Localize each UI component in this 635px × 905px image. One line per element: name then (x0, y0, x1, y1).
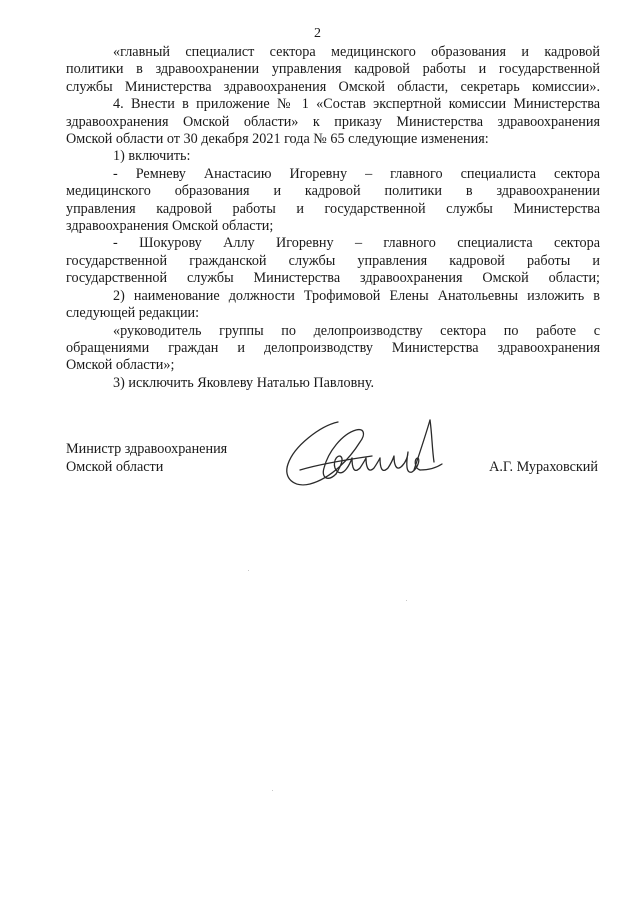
text-line: медицинского образования и кадровой политики в здравоохранении (66, 183, 600, 200)
text-line: здравоохранения Омской области; (66, 218, 274, 235)
text-line: Омской области от 30 декабря 2021 года № 65 следующие изменения: (66, 131, 489, 148)
text-line: службы Министерства здравоохранения Омской области, секретарь комиссии». (66, 78, 600, 95)
text-line: политики в здравоохранении управления кадровой работы и государственной (66, 61, 600, 78)
scan-speck (406, 600, 407, 601)
text-line: - Ремневу Анастасию Игоревну – главного специалиста сектора (113, 165, 600, 182)
text-line: «главный специалист сектора медицинского образования и кадровой (113, 44, 600, 60)
text-line: следующей редакции: (66, 305, 200, 322)
minister-title (66, 440, 227, 476)
minister-name: А.Г. Мураховский (489, 459, 598, 475)
text-line: 3) исключить Яковлеву Наталью Павловну. (113, 374, 375, 391)
text-line: 1) включить: (113, 148, 191, 165)
minister-title-line2: Омской области (66, 459, 164, 475)
text-line: Омской области»; (66, 357, 175, 374)
text-line: государственной службы Министерства здравоохранения Омской области; (66, 270, 600, 287)
scan-speck (248, 570, 249, 571)
handwritten-signature (280, 412, 450, 496)
text-line: обращениями граждан и делопроизводству Министерства здравоохранения (66, 339, 600, 356)
text-line: «руководитель группы по делопроизводству сектора по работе с (113, 322, 600, 339)
text-line: 2) наименование должности Трофимовой Елены Анатольевны изложить в (113, 287, 600, 304)
page-number: 2 (314, 26, 321, 41)
minister-title-line1: Министр здравоохранения (66, 441, 228, 457)
scan-speck (272, 790, 273, 791)
text-line: управления кадровой работы и государственной службы Министерства (66, 200, 600, 217)
text-line: государственной гражданской службы управления кадровой работы и (66, 252, 600, 269)
text-line: 4. Внести в приложение № 1 «Состав экспертной комиссии Министерства (113, 96, 600, 113)
text-line: здравоохранения Омской области» к приказу Министерства здравоохранения (66, 113, 600, 130)
text-line: - Шокурову Аллу Игоревну – главного специалиста сектора (113, 235, 600, 252)
